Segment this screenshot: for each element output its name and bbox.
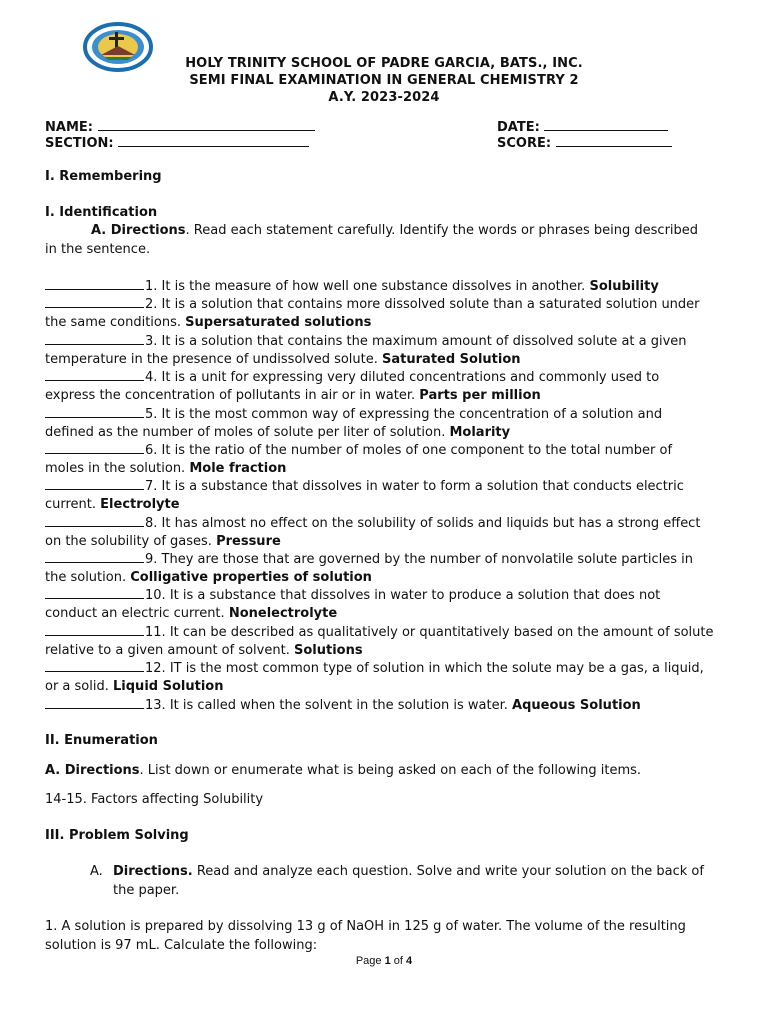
identification-item bbox=[45, 441, 725, 479]
item-answer: Solubility bbox=[589, 279, 659, 294]
item-text-cont: moles in the solution. bbox=[45, 461, 186, 477]
part2-title: II. Enumeration bbox=[45, 733, 158, 748]
part3-directions bbox=[90, 863, 730, 900]
answer-blank[interactable] bbox=[45, 477, 144, 490]
question-1-line1: 1. A solution is prepared by dissolving 13 g of NaOH in 125 g of water. The volume of the resulting bbox=[45, 919, 686, 934]
part2-directions-label: A. Directions bbox=[45, 763, 140, 778]
date-label: DATE: bbox=[497, 120, 540, 135]
score-blank[interactable] bbox=[556, 134, 672, 147]
date-blank[interactable] bbox=[544, 118, 668, 131]
item-text-cont: express the concentration of pollutants in air or in water. bbox=[45, 388, 416, 404]
part3-title: III. Problem Solving bbox=[45, 828, 189, 843]
answer-blank[interactable] bbox=[45, 623, 144, 636]
part1-directions bbox=[45, 222, 725, 259]
item-text-cont: the same conditions. bbox=[45, 315, 182, 331]
directions-text-cont: in the sentence. bbox=[45, 241, 151, 257]
answer-blank[interactable] bbox=[45, 659, 144, 672]
item-number: 5. bbox=[145, 407, 158, 422]
of-word: of bbox=[393, 955, 403, 967]
answer-blank[interactable] bbox=[45, 441, 144, 454]
school-name: HOLY TRINITY SCHOOL OF PADRE GARCIA, BATS., INC. bbox=[185, 56, 583, 71]
item-text: IT is the most common type of solution in which the solute may be a gas, a liquid, bbox=[169, 661, 704, 676]
item-text-cont: defined as the number of moles of solute per liter of solution. bbox=[45, 425, 446, 441]
item-text: It is a solution that contains more dissolved solute than a saturated solution under bbox=[161, 297, 700, 312]
academic-year: A.Y. 2023-2024 bbox=[328, 90, 440, 105]
enumeration-item: 14-15. Factors affecting Solubility bbox=[45, 792, 264, 807]
item-number: 12. bbox=[145, 661, 166, 676]
item-number: 6. bbox=[145, 443, 158, 458]
identification-item bbox=[45, 332, 725, 370]
exam-title: SEMI FINAL EXAMINATION IN GENERAL CHEMISTRY 2 bbox=[189, 73, 579, 88]
part3-directions-text: Read and analyze each question. Solve and write your solution on the back of bbox=[192, 864, 704, 879]
answer-blank[interactable] bbox=[45, 332, 144, 345]
item-text: It is a unit for expressing very diluted concentrations and commonly used to bbox=[161, 370, 660, 385]
identification-item bbox=[45, 514, 725, 552]
identification-item bbox=[45, 659, 725, 697]
section-blank[interactable] bbox=[118, 134, 309, 147]
item-text-cont: conduct an electric current. bbox=[45, 606, 225, 622]
identification-item bbox=[45, 277, 725, 296]
list-marker: A. bbox=[90, 864, 103, 879]
item-number: 2. bbox=[145, 297, 158, 312]
identification-item bbox=[45, 586, 725, 624]
item-text: It is the ratio of the number of moles of one component to the total number of bbox=[161, 443, 673, 458]
directions-text: . Read each statement carefully. Identify the words or phrases being described bbox=[185, 223, 699, 238]
item-number: 9. bbox=[145, 552, 158, 567]
answer-blank[interactable] bbox=[45, 295, 144, 308]
item-answer: Liquid Solution bbox=[113, 679, 224, 695]
page-total: 4 bbox=[406, 955, 413, 967]
answer-blank[interactable] bbox=[45, 586, 144, 599]
page-word: Page bbox=[355, 955, 382, 967]
part1-subtitle: I. Identification bbox=[45, 205, 158, 220]
answer-blank[interactable] bbox=[45, 550, 144, 563]
item-text: It can be described as qualitatively or quantitatively based on the amount of solute bbox=[169, 625, 714, 640]
identification-item bbox=[45, 368, 725, 406]
item-text: It has almost no effect on the solubility of solids and liquids but has a strong effect bbox=[161, 516, 701, 531]
answer-blank[interactable] bbox=[45, 405, 144, 418]
item-number: 11. bbox=[145, 625, 166, 640]
identification-item bbox=[45, 477, 725, 515]
identification-item bbox=[45, 295, 725, 333]
answer-blank[interactable] bbox=[45, 277, 144, 290]
page-number: 1 bbox=[384, 955, 391, 967]
item-text: It is the most common way of expressing the concentration of a solution and bbox=[161, 407, 663, 422]
item-number: 13. bbox=[145, 698, 166, 713]
name-label: NAME: bbox=[45, 120, 93, 135]
item-text-cont: relative to a given amount of solvent. bbox=[45, 643, 290, 659]
identification-item bbox=[45, 550, 725, 588]
score-label: SCORE: bbox=[497, 136, 552, 151]
name-blank[interactable] bbox=[98, 118, 315, 131]
page-footer bbox=[0, 955, 768, 967]
item-number: 4. bbox=[145, 370, 158, 385]
item-text-cont: temperature in the presence of undissolved solute. bbox=[45, 352, 378, 368]
part3-directions-cont: the paper. bbox=[113, 882, 180, 898]
item-answer: Electrolyte bbox=[100, 497, 180, 513]
answer-blank[interactable] bbox=[45, 696, 144, 709]
part2-directions bbox=[45, 762, 641, 780]
item-text-cont: on the solubility of gases. bbox=[45, 534, 212, 550]
item-number: 8. bbox=[145, 516, 158, 531]
item-answer: Saturated Solution bbox=[382, 352, 521, 368]
item-answer: Aqueous Solution bbox=[512, 698, 641, 713]
item-answer: Parts per million bbox=[419, 388, 541, 404]
item-text: It is a substance that dissolves in water to produce a solution that does not bbox=[169, 588, 661, 603]
part2-directions-text: . List down or enumerate what is being asked on each of the following items. bbox=[139, 763, 642, 778]
question-1-line2: solution is 97 mL. Calculate the following: bbox=[45, 937, 318, 953]
item-answer: Supersaturated solutions bbox=[185, 315, 372, 331]
directions-label: A. Directions bbox=[91, 223, 186, 238]
item-text: It is called when the solvent in the solution is water. bbox=[169, 698, 508, 713]
item-number: 1. bbox=[145, 279, 158, 294]
item-text-cont: or a solid. bbox=[45, 679, 109, 695]
item-number: 7. bbox=[145, 479, 158, 494]
item-answer: Nonelectrolyte bbox=[228, 606, 338, 622]
item-number: 10. bbox=[145, 588, 166, 603]
item-answer: Solutions bbox=[293, 643, 363, 659]
answer-blank[interactable] bbox=[45, 368, 144, 381]
item-text: It is a solution that contains the maximum amount of dissolved solute at a given bbox=[161, 334, 687, 349]
item-number: 3. bbox=[145, 334, 158, 349]
score-field bbox=[497, 134, 672, 153]
identification-item bbox=[45, 405, 725, 443]
part1-title: I. Remembering bbox=[45, 169, 162, 184]
question-1 bbox=[45, 918, 725, 955]
section-field bbox=[45, 134, 309, 153]
section-label: SECTION: bbox=[45, 136, 114, 151]
identification-item bbox=[45, 623, 725, 661]
item-text: It is the measure of how well one substance dissolves in another. bbox=[161, 279, 586, 294]
item-answer: Pressure bbox=[216, 534, 281, 550]
answer-blank[interactable] bbox=[45, 514, 144, 527]
item-answer: Colligative properties of solution bbox=[130, 570, 372, 586]
item-answer: Molarity bbox=[449, 425, 511, 441]
item-text: They are those that are governed by the number of nonvolatile solute particles in bbox=[161, 552, 693, 567]
item-text-cont: current. bbox=[45, 497, 97, 513]
exam-header bbox=[0, 55, 768, 106]
item-text-cont: the solution. bbox=[45, 570, 127, 586]
identification-item bbox=[45, 696, 725, 715]
item-answer: Mole fraction bbox=[189, 461, 287, 477]
item-text: It is a substance that dissolves in water to form a solution that conducts electric bbox=[161, 479, 684, 494]
part3-directions-label: Directions. bbox=[113, 864, 193, 879]
